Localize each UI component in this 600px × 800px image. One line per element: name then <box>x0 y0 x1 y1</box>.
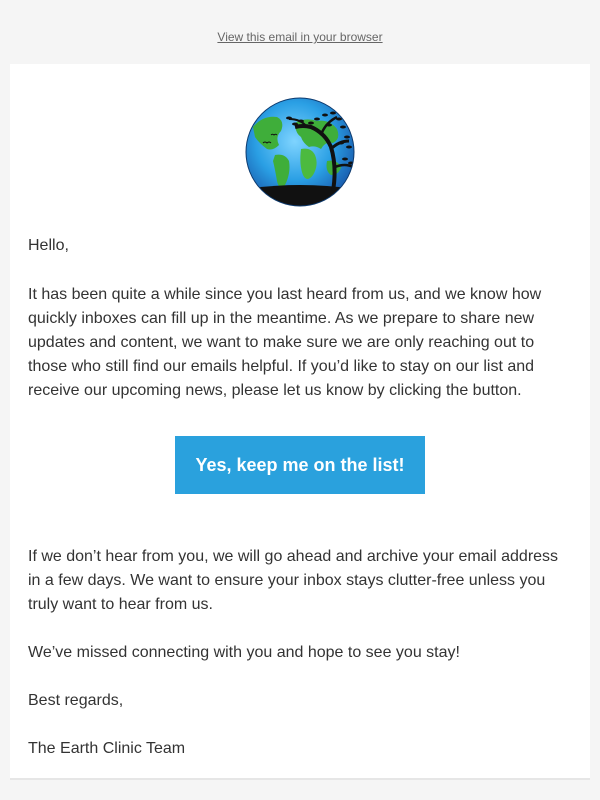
archive-notice-paragraph: If we don’t hear from you, we will go ahead and archive your email address in a few days. We want to ensure your inbox stays clutter-free unless you truly want to hear from us. <box>28 548 559 613</box>
view-in-browser-link[interactable]: View this email in your browser <box>217 30 383 44</box>
signoff-text: Best regards, <box>28 692 124 709</box>
email-header <box>0 0 600 64</box>
signature-text: The Earth Clinic Team <box>28 740 186 757</box>
earth-tree-logo-icon <box>245 97 355 207</box>
intro-paragraph: It has been quite a while since you last heard from us, and we know how quickly inboxes can fill up in the meantime. As we prepare to share new updates and content, we want to make sure we are only reaching out to those who still find our emails helpful. If you’d like to stay on our list and receive our upcoming news, please let us know by clicking the button. <box>28 286 542 399</box>
greeting-text: Hello, <box>28 237 69 254</box>
footer-divider <box>10 778 590 780</box>
missed-you-paragraph: We’ve missed connecting with you and hope to see you stay! <box>28 644 460 661</box>
keep-me-on-list-button[interactable]: Yes, keep me on the list! <box>175 436 425 494</box>
email-card <box>10 64 590 778</box>
